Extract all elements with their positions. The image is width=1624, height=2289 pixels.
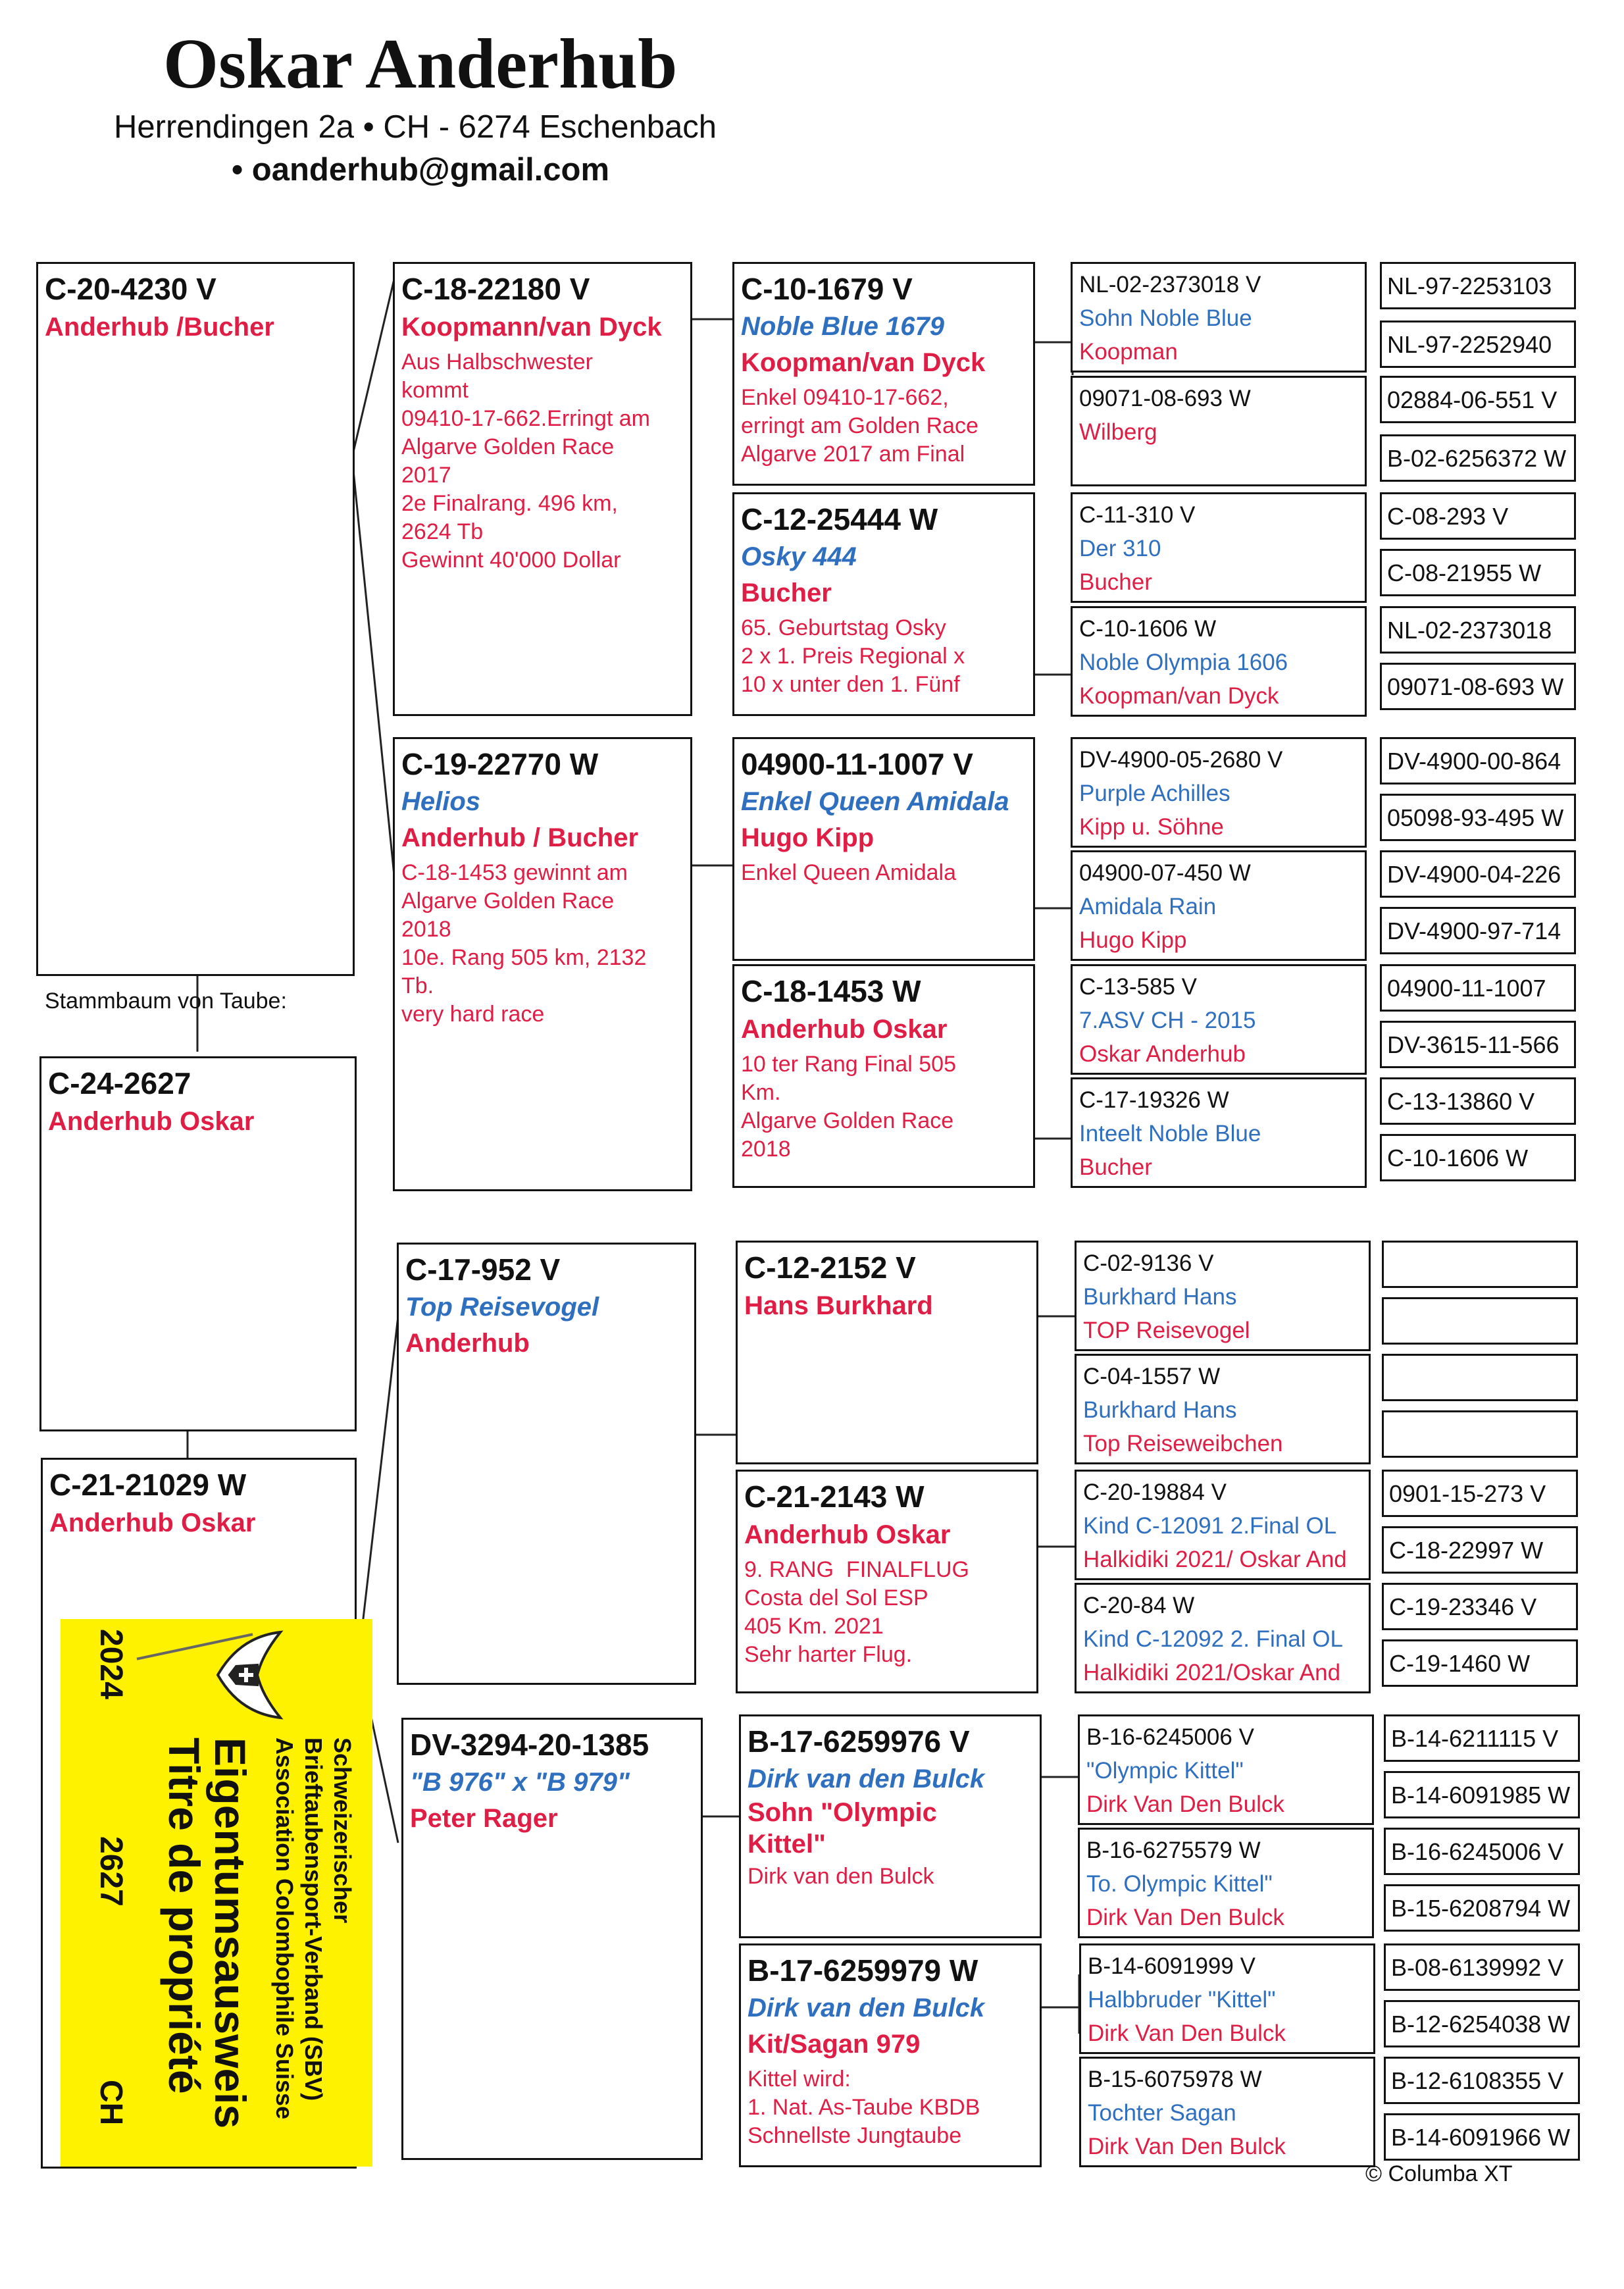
breeder: Hugo Kipp	[741, 823, 875, 852]
pedigree-label: Stammbaum von Taube:	[45, 989, 287, 1014]
breeder: Anderhub Oskar	[48, 1107, 255, 1136]
ring-number: C-20-84 W	[1083, 1593, 1195, 1618]
ring-number: B-17-6259976 V	[748, 1724, 970, 1759]
gen4-box	[1380, 434, 1576, 482]
gen3-box	[1071, 492, 1367, 603]
notes: Kittel wird: 1. Nat. As-Taube KBDB Schnellste Jungtaube	[748, 2067, 980, 2148]
breeder: Bucher	[741, 579, 832, 607]
gen3-box	[1075, 1470, 1371, 1580]
ring-number: C-21-21029 W	[49, 1468, 247, 1502]
pigeon-name: Helios	[401, 787, 481, 816]
pigeon-name: Tochter Sagan	[1088, 2100, 1236, 2126]
breeder: Dirk Van Den Bulck	[1088, 2134, 1286, 2159]
ownership-card	[61, 1619, 372, 2167]
breeder: Bucher	[1079, 1154, 1152, 1180]
ring-number: B-14-6211115 V	[1391, 1725, 1559, 1752]
owner-email: • oanderhub@gmail.com	[232, 152, 610, 188]
ring-number: 02884-06-551 V	[1387, 386, 1558, 413]
gen4-box	[1382, 1639, 1578, 1687]
breeder: Dirk Van Den Bulck	[1088, 2020, 1286, 2046]
pigeon-name: Dirk van den Bulck	[748, 1993, 985, 2022]
pigeon-name: Top Reisevogel	[405, 1293, 599, 1322]
gen4-box	[1380, 1077, 1576, 1125]
ring-number: B-16-6245006 V	[1086, 1724, 1254, 1750]
breeder: Anderhub / Bucher	[401, 823, 639, 852]
gen4-box	[1380, 492, 1576, 540]
ring-number: C-17-952 V	[405, 1252, 561, 1287]
pigeon-name: Kind C-12092 2. Final OL	[1083, 1626, 1343, 1652]
gen4-box	[1380, 850, 1576, 898]
pigeon-name: To. Olympic Kittel"	[1086, 1871, 1273, 1897]
gen4-box	[1382, 1470, 1578, 1517]
gen1-box	[401, 1718, 703, 2160]
ring-number: B-08-6139992 V	[1391, 1954, 1564, 1981]
ring-number: B-14-6091999 V	[1088, 1953, 1256, 1979]
gen2-box	[732, 737, 1035, 961]
subject-pigeon-box	[39, 1056, 357, 1431]
breeder: Anderhub /Bucher	[45, 313, 274, 342]
sbv-dove-logo	[198, 1626, 297, 1724]
gen4-box	[1382, 1241, 1578, 1288]
gen2-box	[732, 492, 1035, 716]
breeder: Top Reiseweibchen	[1083, 1431, 1283, 1456]
ring-number: B-12-6108355 V	[1391, 2067, 1564, 2094]
ring-number: B-16-6275579 W	[1086, 1838, 1261, 1863]
ring-number: C-04-1557 W	[1083, 1364, 1221, 1389]
breeder: Kit/Sagan 979	[748, 2030, 921, 2059]
ownership-card-content	[61, 1619, 372, 2167]
gen2-box	[732, 964, 1035, 1188]
gen4-box	[1382, 1410, 1578, 1458]
ring-number: DV-3294-20-1385	[410, 1728, 649, 1762]
pigeon-name: Halbbruder "Kittel"	[1088, 1987, 1276, 2013]
gen4-box	[1380, 1134, 1576, 1181]
ring-number: C-21-2143 W	[744, 1479, 925, 1514]
gen4-box	[1380, 907, 1576, 954]
ring-number: C-18-22997 W	[1389, 1537, 1544, 1564]
gen4-box	[1380, 964, 1576, 1012]
pigeon-name: Inteelt Noble Blue	[1079, 1121, 1261, 1146]
pigeon-name: 7.ASV CH - 2015	[1079, 1008, 1256, 1033]
ring-number: DV-4900-00-864	[1387, 748, 1561, 775]
ring-number: C-08-293 V	[1387, 503, 1509, 530]
card-title-de: Eigentumsausweis	[206, 1737, 255, 2129]
gen3-box	[1075, 1354, 1371, 1464]
copyright: © Columba XT	[1365, 2161, 1513, 2186]
ring-number: B-15-6075978 W	[1088, 2067, 1262, 2092]
card-org-line-1: Schweizerischer	[329, 1737, 356, 1924]
pigeon-name: Noble Olympia 1606	[1079, 650, 1288, 675]
pigeon-name: "B 976" x "B 979"	[410, 1768, 630, 1797]
gen1-box	[393, 262, 692, 716]
breeder: Koopman/van Dyck	[741, 348, 986, 377]
gen4-box	[1380, 376, 1576, 423]
notes: 10 ter Rang Final 505 Km. Algarve Golden Race 2018	[741, 1052, 956, 1162]
ring-number: C-02-9136 V	[1083, 1250, 1214, 1276]
ring-number: B-14-6091966 W	[1391, 2124, 1571, 2151]
ring-number: B-16-6245006 V	[1391, 1838, 1564, 1865]
ring-number: C-18-22180 V	[401, 272, 590, 306]
ring-number: B-15-6208794 W	[1391, 1895, 1571, 1922]
gen3-box	[1079, 2057, 1375, 2167]
ring-number: C-20-4230 V	[45, 272, 216, 306]
notes: 65. Geburtstag Osky 2 x 1. Preis Regional x 10 x unter den 1. Fünf	[741, 615, 965, 697]
ring-number: C-11-310 V	[1079, 502, 1196, 528]
notes: C-18-1453 gewinnt am Algarve Golden Race 2018 10e. Rang 505 km, 2132 Tb. very hard race	[401, 860, 647, 1027]
ring-number: C-17-19326 W	[1079, 1087, 1229, 1113]
notes: Enkel 09410-17-662, erringt am Golden Race Algarve 2017 am Final	[741, 385, 978, 467]
gen2-box	[736, 1241, 1038, 1464]
card-org-line-2: Brieftaubensport-Verband (SBV)	[300, 1737, 327, 2101]
ring-number: C-20-19884 V	[1083, 1479, 1227, 1505]
gen2-box	[739, 1714, 1042, 1938]
gen3-box	[1071, 737, 1367, 848]
gen4-box	[1380, 262, 1576, 309]
breeder: Hugo Kipp	[1079, 927, 1187, 953]
ring-number: C-12-25444 W	[741, 502, 938, 536]
ring-number: C-13-585 V	[1079, 974, 1197, 1000]
gen3-box	[1071, 964, 1367, 1075]
breeder: Anderhub Oskar	[744, 1520, 951, 1549]
gen4-box	[1382, 1297, 1578, 1345]
breeder: Hans Burkhard	[744, 1291, 933, 1320]
ring-number: C-10-1606 W	[1079, 616, 1217, 642]
pigeon-name: Noble Blue 1679	[741, 312, 945, 341]
owner-name: Oskar Anderhub	[163, 25, 678, 103]
ring-number: C-19-23346 V	[1389, 1593, 1537, 1620]
notes: 9. RANG FINALFLUG Costa del Sol ESP 405 Km. 2021 Sehr harter Flug.	[744, 1557, 969, 1667]
pigeon-name: Burkhard Hans	[1083, 1284, 1237, 1310]
ring-number: DV-4900-97-714	[1387, 917, 1561, 944]
owner-address: Herrendingen 2a • CH - 6274 Eschenbach	[114, 109, 717, 145]
gen3-box	[1071, 606, 1367, 717]
ring-number: 04900-07-450 W	[1079, 860, 1251, 886]
ring-number: 09071-08-693 W	[1079, 386, 1251, 411]
gen1-box	[397, 1243, 696, 1685]
breeder: Koopmann/van Dyck	[401, 313, 662, 342]
gen4-box	[1382, 1583, 1578, 1630]
ring-number: DV-4900-05-2680 V	[1079, 747, 1283, 773]
notes: Aus Halbschwester kommt 09410-17-662.Erringt am Algarve Golden Race 2017 2e Finalrang. 496 km, 2624 Tb Gewinnt 40'000 Dollar	[401, 349, 651, 573]
breeder: Dirk Van Den Bulck	[1086, 1905, 1284, 1930]
gen4-box	[1380, 1021, 1576, 1068]
ring-number: 05098-93-495 W	[1387, 804, 1564, 831]
ring-number: C-24-2627	[48, 1066, 191, 1100]
gen4-box	[1384, 2057, 1580, 2104]
pigeon-name: Purple Achilles	[1079, 781, 1231, 806]
gen3-box	[1075, 1241, 1371, 1351]
gen4-box	[1384, 2113, 1580, 2161]
gen4-box	[1384, 1943, 1580, 1991]
gen2-box	[736, 1470, 1038, 1693]
ring-number: C-08-21955 W	[1387, 559, 1542, 586]
ring-number: B-02-6256372 W	[1387, 445, 1567, 472]
ring-number: C-13-13860 V	[1387, 1088, 1535, 1115]
gen4-box	[1384, 1828, 1580, 1875]
notes: Enkel Queen Amidala	[741, 860, 956, 885]
gen4-box	[1382, 1354, 1578, 1401]
ring-number: C-19-1460 W	[1389, 1650, 1531, 1677]
ring-number: 09071-08-693 W	[1387, 673, 1564, 700]
ring-number: C-10-1606 W	[1387, 1144, 1529, 1171]
breeder: Koopman/van Dyck	[1079, 683, 1279, 709]
gen4-box	[1382, 1526, 1578, 1574]
card-number: 2627	[93, 1836, 128, 1907]
breeder: Halkidiki 2021/Oskar And	[1083, 1660, 1341, 1685]
pigeon-name: Dirk van den Bulck	[748, 1764, 985, 1793]
pigeon-name: Der 310	[1079, 536, 1161, 561]
breeder: Kipp u. Söhne	[1079, 814, 1224, 840]
ring-number: NL-97-2253103	[1387, 272, 1552, 299]
gen3-box	[1079, 1943, 1375, 2054]
breeder: Wilberg	[1079, 419, 1157, 445]
gen3-box	[1078, 1828, 1374, 1938]
breeder: Sohn "Olympic Kittel"	[748, 1798, 937, 1859]
gen4-box	[1380, 794, 1576, 841]
gen3-box	[1071, 1077, 1367, 1188]
breeder: Anderhub Oskar	[49, 1508, 256, 1537]
card-country: CH	[93, 2080, 128, 2126]
gen1-box	[393, 737, 692, 1191]
ring-number: 04900-11-1007 V	[741, 747, 973, 781]
ring-number: B-14-6091985 W	[1391, 1782, 1571, 1809]
card-org-line-3: Association Colombophile Suisse	[271, 1737, 298, 2120]
ring-number: NL-02-2373018 V	[1079, 272, 1261, 297]
gen4-box	[1380, 737, 1576, 784]
gen4-box	[1380, 321, 1576, 368]
ring-number: NL-02-2373018	[1387, 617, 1552, 644]
breeder: Dirk Van Den Bulck	[1086, 1791, 1284, 1817]
gen4-box	[1380, 663, 1576, 710]
ring-number: C-10-1679 V	[741, 272, 913, 306]
gen3-box	[1078, 1714, 1374, 1825]
ring-number: B-17-6259979 W	[748, 1953, 978, 1988]
ring-number: C-12-2152 V	[744, 1250, 916, 1285]
gen2-box	[739, 1943, 1042, 2167]
gen3-box	[1071, 376, 1367, 486]
breeder: Bucher	[1079, 569, 1152, 595]
card-year: 2024	[93, 1629, 128, 1699]
notes: Dirk van den Bulck	[748, 1864, 934, 1889]
gen4-box	[1380, 549, 1576, 596]
pigeon-name: Kind C-12091 2.Final OL	[1083, 1513, 1337, 1539]
ring-number: DV-4900-04-226	[1387, 861, 1561, 888]
breeder: Anderhub	[405, 1329, 530, 1358]
gen3-box	[1071, 850, 1367, 961]
breeder: TOP Reisevogel	[1083, 1318, 1250, 1343]
pigeon-name: "Olympic Kittel"	[1086, 1758, 1244, 1784]
pigeon-name: Enkel Queen Amidala	[741, 787, 1009, 816]
gen3-box	[1071, 262, 1367, 373]
pigeon-name: Burkhard Hans	[1083, 1397, 1237, 1423]
pigeon-name: Amidala Rain	[1079, 894, 1217, 919]
gen2-box	[732, 262, 1035, 486]
ring-number: DV-3615-11-566	[1387, 1031, 1560, 1058]
ring-number: NL-97-2252940	[1387, 331, 1552, 358]
ring-number: 0901-15-273 V	[1389, 1480, 1546, 1507]
pigeon-name: Osky 444	[741, 542, 857, 571]
ring-number: 04900-11-1007	[1387, 975, 1546, 1002]
subject-father-box	[36, 262, 355, 976]
gen4-box	[1380, 606, 1576, 654]
ring-number: C-19-22770 W	[401, 747, 599, 781]
ring-number: B-12-6254038 W	[1391, 2011, 1571, 2038]
gen4-box	[1384, 2000, 1580, 2047]
gen4-box	[1384, 1714, 1580, 1762]
ring-number: C-18-1453 W	[741, 974, 921, 1008]
gen3-box	[1075, 1583, 1371, 1693]
pigeon-name: Sohn Noble Blue	[1079, 305, 1252, 331]
breeder: Koopman	[1079, 339, 1178, 365]
breeder: Halkidiki 2021/ Oskar And	[1083, 1547, 1347, 1572]
breeder: Anderhub Oskar	[741, 1015, 948, 1044]
breeder: Oskar Anderhub	[1079, 1041, 1246, 1067]
breeder: Peter Rager	[410, 1804, 558, 1833]
card-title-fr: Titre de propriété	[160, 1737, 209, 2094]
gen4-box	[1384, 1884, 1580, 1932]
gen4-box	[1384, 1771, 1580, 1818]
